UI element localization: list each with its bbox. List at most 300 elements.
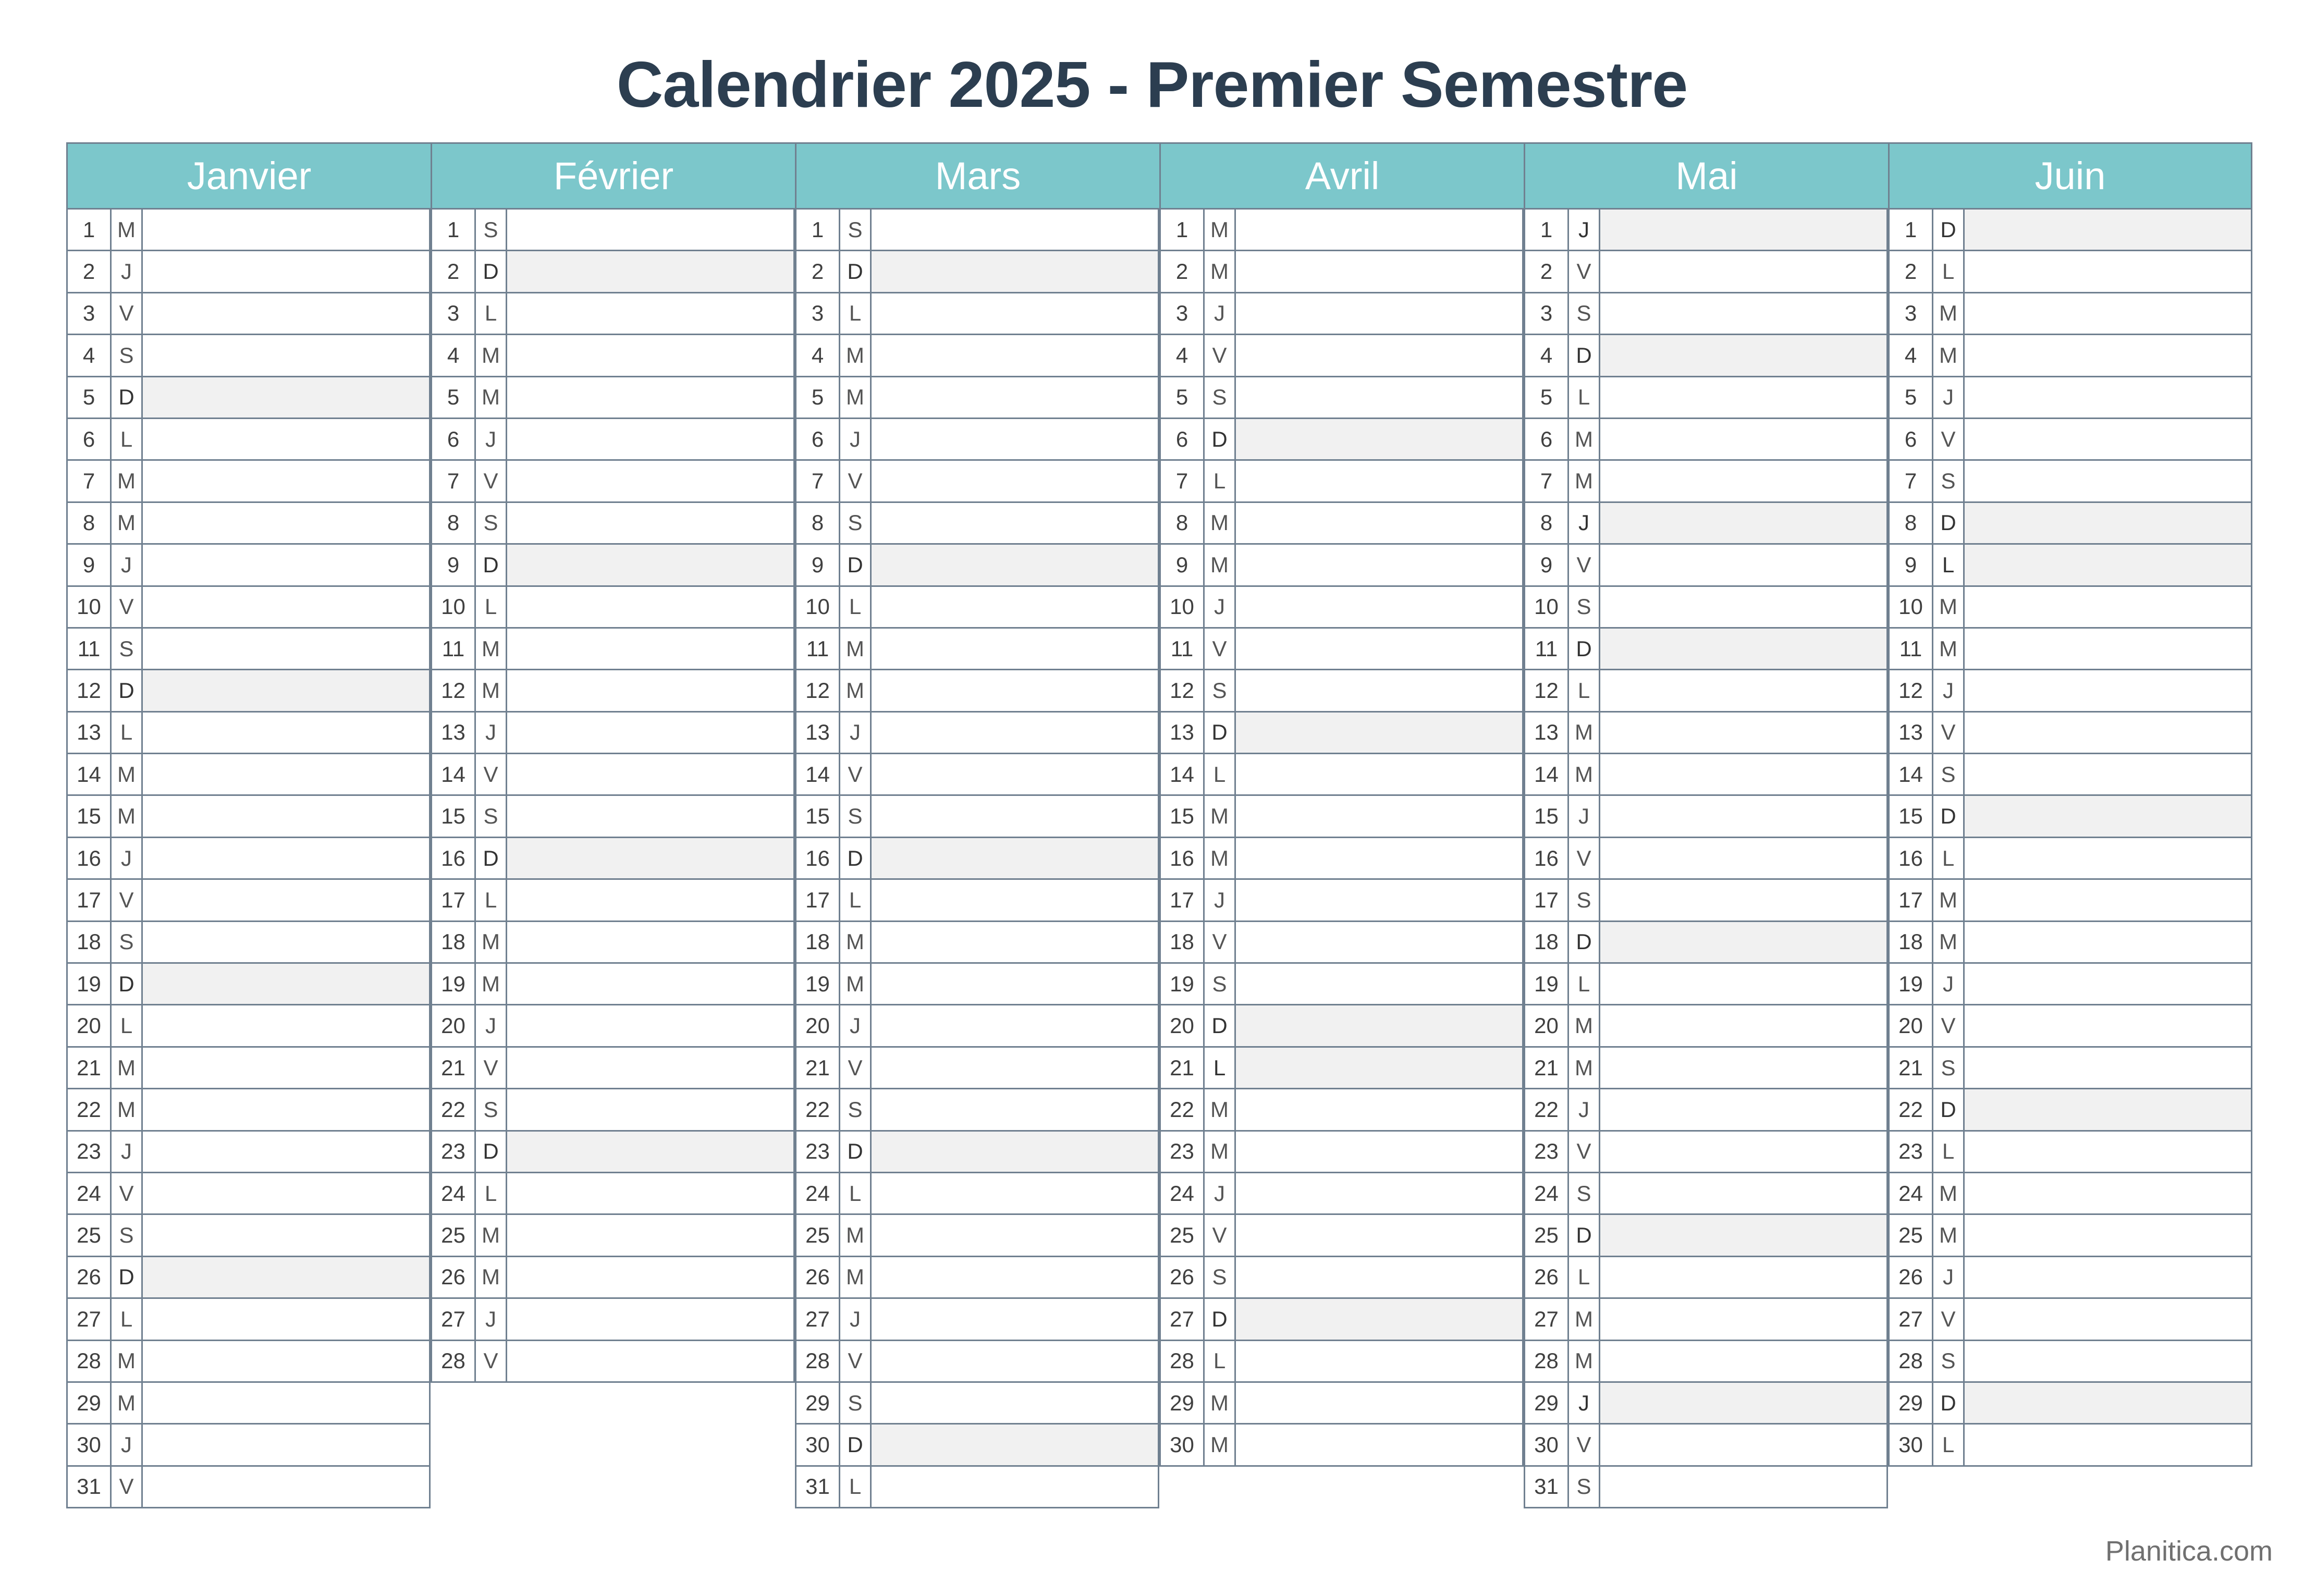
- note-cell[interactable]: [1236, 587, 1522, 627]
- note-cell[interactable]: [1236, 880, 1522, 920]
- day-row: [1161, 1215, 1522, 1257]
- note-cell[interactable]: [507, 1299, 793, 1339]
- day-row: [796, 1425, 1158, 1466]
- day-of-week: D: [840, 545, 872, 585]
- note-cell[interactable]: [1965, 713, 2251, 753]
- day-number: 13: [1890, 713, 1933, 753]
- note-cell[interactable]: [1965, 922, 2251, 962]
- day-row: [1161, 1048, 1522, 1089]
- note-cell[interactable]: [143, 377, 429, 418]
- day-of-week: V: [840, 1341, 872, 1381]
- note-cell[interactable]: [872, 293, 1158, 334]
- note-cell[interactable]: [1600, 545, 1886, 585]
- note-cell[interactable]: [872, 545, 1158, 585]
- note-cell[interactable]: [1236, 838, 1522, 878]
- note-cell[interactable]: [1965, 1383, 2251, 1423]
- note-cell[interactable]: [1236, 1425, 1522, 1465]
- day-of-week: S: [1933, 1048, 1965, 1088]
- day-of-week: L: [476, 293, 507, 334]
- note-cell[interactable]: [1965, 251, 2251, 291]
- note-cell[interactable]: [1236, 503, 1522, 543]
- note-cell[interactable]: [1600, 1215, 1886, 1255]
- day-row: [1525, 964, 1886, 1005]
- note-cell[interactable]: [1600, 293, 1886, 334]
- day-number: 3: [68, 293, 112, 334]
- note-cell[interactable]: [143, 1257, 429, 1297]
- note-cell[interactable]: [143, 1089, 429, 1130]
- note-cell[interactable]: [1236, 922, 1522, 962]
- day-row: [796, 503, 1158, 545]
- note-cell[interactable]: [1236, 629, 1522, 669]
- day-of-week: S: [1205, 1257, 1236, 1297]
- note-cell[interactable]: [1236, 545, 1522, 585]
- note-cell[interactable]: [143, 210, 429, 250]
- day-of-week: V: [840, 461, 872, 501]
- day-of-week: L: [1205, 1048, 1236, 1088]
- note-cell[interactable]: [507, 796, 793, 836]
- note-cell[interactable]: [143, 1425, 429, 1465]
- day-row: [432, 1005, 793, 1047]
- note-cell[interactable]: [507, 922, 793, 962]
- note-cell[interactable]: [143, 629, 429, 669]
- day-of-week: V: [1933, 419, 1965, 459]
- day-of-week: V: [1205, 922, 1236, 962]
- note-cell[interactable]: [872, 754, 1158, 794]
- note-cell[interactable]: [1600, 670, 1886, 710]
- note-cell[interactable]: [1965, 1048, 2251, 1088]
- note-cell[interactable]: [872, 713, 1158, 753]
- day-number: 29: [796, 1383, 840, 1423]
- day-row: [1525, 210, 1886, 251]
- note-cell[interactable]: [143, 419, 429, 459]
- day-of-week: S: [1933, 754, 1965, 794]
- note-cell[interactable]: [143, 293, 429, 334]
- note-cell[interactable]: [872, 1173, 1158, 1213]
- day-row: [796, 1215, 1158, 1257]
- note-cell[interactable]: [872, 419, 1158, 459]
- day-row: [68, 1005, 429, 1047]
- day-row: [1890, 670, 2251, 712]
- note-cell[interactable]: [143, 754, 429, 794]
- note-cell[interactable]: [872, 377, 1158, 418]
- day-number: 29: [1890, 1383, 1933, 1423]
- note-cell[interactable]: [872, 587, 1158, 627]
- note-cell[interactable]: [1965, 670, 2251, 710]
- day-of-week: L: [840, 880, 872, 920]
- month-column: [795, 142, 1159, 1508]
- day-row: [1161, 545, 1522, 586]
- note-cell[interactable]: [1600, 210, 1886, 250]
- month-column: [431, 142, 795, 1383]
- day-number: 25: [68, 1215, 112, 1255]
- calendar-grid: [66, 142, 2252, 1504]
- note-cell[interactable]: [1236, 1215, 1522, 1255]
- note-cell[interactable]: [507, 1341, 793, 1381]
- note-cell[interactable]: [507, 838, 793, 878]
- note-cell[interactable]: [1236, 670, 1522, 710]
- note-cell[interactable]: [1600, 922, 1886, 962]
- day-row: [432, 293, 793, 335]
- day-number: 20: [1890, 1005, 1933, 1046]
- day-of-week: V: [112, 293, 143, 334]
- day-of-week: D: [112, 377, 143, 418]
- day-number: 6: [796, 419, 840, 459]
- note-cell[interactable]: [1600, 1048, 1886, 1088]
- note-cell[interactable]: [1600, 1005, 1886, 1046]
- note-cell[interactable]: [1600, 377, 1886, 418]
- day-row: [796, 1341, 1158, 1383]
- day-number: 7: [68, 461, 112, 501]
- note-cell[interactable]: [1600, 880, 1886, 920]
- note-cell[interactable]: [507, 754, 793, 794]
- note-cell[interactable]: [1236, 377, 1522, 418]
- note-cell[interactable]: [1236, 1048, 1522, 1088]
- note-cell[interactable]: [143, 964, 429, 1004]
- day-of-week: J: [840, 419, 872, 459]
- day-row: [796, 629, 1158, 670]
- day-of-week: D: [840, 1132, 872, 1172]
- note-cell[interactable]: [1965, 1173, 2251, 1213]
- note-cell[interactable]: [143, 1173, 429, 1213]
- day-of-week: J: [1205, 587, 1236, 627]
- note-cell[interactable]: [507, 335, 793, 375]
- note-cell[interactable]: [143, 1005, 429, 1046]
- note-cell[interactable]: [507, 670, 793, 710]
- day-of-week: M: [1933, 922, 1965, 962]
- note-cell[interactable]: [507, 1173, 793, 1213]
- note-cell[interactable]: [143, 1132, 429, 1172]
- note-cell[interactable]: [1236, 1257, 1522, 1297]
- note-cell[interactable]: [1600, 1299, 1886, 1339]
- day-row: [68, 880, 429, 922]
- day-row: [1890, 1173, 2251, 1215]
- note-cell[interactable]: [143, 922, 429, 962]
- day-of-week: J: [840, 713, 872, 753]
- day-of-week: M: [112, 1341, 143, 1381]
- note-cell[interactable]: [143, 1215, 429, 1255]
- day-list: [1888, 210, 2252, 1467]
- note-cell[interactable]: [507, 1089, 793, 1130]
- note-cell[interactable]: [143, 1299, 429, 1339]
- note-cell[interactable]: [1236, 1089, 1522, 1130]
- note-cell[interactable]: [507, 629, 793, 669]
- note-cell[interactable]: [1965, 377, 2251, 418]
- note-cell[interactable]: [507, 210, 793, 250]
- day-row: [68, 587, 429, 629]
- note-cell[interactable]: [1600, 1341, 1886, 1381]
- day-of-week: M: [1569, 1048, 1600, 1088]
- note-cell[interactable]: [1236, 1005, 1522, 1046]
- note-cell[interactable]: [1600, 503, 1886, 543]
- note-cell[interactable]: [1236, 1299, 1522, 1339]
- note-cell[interactable]: [872, 670, 1158, 710]
- note-cell[interactable]: [1600, 251, 1886, 291]
- day-of-week: D: [1933, 1383, 1965, 1423]
- note-cell[interactable]: [507, 713, 793, 753]
- day-number: 14: [68, 754, 112, 794]
- note-cell[interactable]: [507, 1215, 793, 1255]
- note-cell[interactable]: [143, 335, 429, 375]
- note-cell[interactable]: [1600, 796, 1886, 836]
- note-cell[interactable]: [1965, 1215, 2251, 1255]
- note-cell[interactable]: [872, 796, 1158, 836]
- day-of-week: L: [840, 293, 872, 334]
- note-cell[interactable]: [1600, 754, 1886, 794]
- note-cell[interactable]: [1600, 713, 1886, 753]
- note-cell[interactable]: [143, 461, 429, 501]
- day-row: [1890, 419, 2251, 461]
- note-cell[interactable]: [1600, 1257, 1886, 1297]
- day-of-week: D: [840, 838, 872, 878]
- note-cell[interactable]: [143, 251, 429, 291]
- note-cell[interactable]: [1600, 587, 1886, 627]
- day-number: 15: [432, 796, 476, 836]
- note-cell[interactable]: [1236, 1341, 1522, 1381]
- day-number: 16: [68, 838, 112, 878]
- note-cell[interactable]: [872, 1215, 1158, 1255]
- day-row: [68, 1173, 429, 1215]
- note-cell[interactable]: [507, 1132, 793, 1172]
- day-row: [68, 1215, 429, 1257]
- note-cell[interactable]: [1965, 461, 2251, 501]
- day-of-week: J: [1933, 964, 1965, 1004]
- day-number: 4: [432, 335, 476, 375]
- note-cell[interactable]: [1965, 545, 2251, 585]
- note-cell[interactable]: [872, 629, 1158, 669]
- day-number: 10: [1890, 587, 1933, 627]
- note-cell[interactable]: [872, 1299, 1158, 1339]
- note-cell[interactable]: [1965, 210, 2251, 250]
- note-cell[interactable]: [1600, 1425, 1886, 1465]
- day-row: [432, 419, 793, 461]
- month-column: [1888, 142, 2252, 1467]
- note-cell[interactable]: [507, 964, 793, 1004]
- note-cell[interactable]: [507, 419, 793, 459]
- note-cell[interactable]: [143, 587, 429, 627]
- note-cell[interactable]: [872, 1048, 1158, 1088]
- note-cell[interactable]: [1600, 1383, 1886, 1423]
- note-cell[interactable]: [143, 670, 429, 710]
- note-cell[interactable]: [1965, 880, 2251, 920]
- day-number: 9: [68, 545, 112, 585]
- note-cell[interactable]: [1236, 335, 1522, 375]
- day-row: [1890, 1383, 2251, 1425]
- day-of-week: J: [840, 1299, 872, 1339]
- note-cell[interactable]: [143, 545, 429, 585]
- note-cell[interactable]: [1600, 629, 1886, 669]
- note-cell[interactable]: [872, 461, 1158, 501]
- note-cell[interactable]: [1236, 1383, 1522, 1423]
- day-row: [432, 964, 793, 1005]
- note-cell[interactable]: [1600, 1132, 1886, 1172]
- note-cell[interactable]: [1965, 629, 2251, 669]
- day-row: [432, 251, 793, 293]
- day-row: [68, 335, 429, 377]
- day-of-week: S: [112, 335, 143, 375]
- note-cell[interactable]: [507, 880, 793, 920]
- day-row: [68, 1257, 429, 1299]
- note-cell[interactable]: [1965, 293, 2251, 334]
- day-of-week: J: [1933, 670, 1965, 710]
- day-row: [1525, 754, 1886, 796]
- note-cell[interactable]: [872, 335, 1158, 375]
- day-of-week: V: [112, 1467, 143, 1507]
- day-of-week: S: [476, 796, 507, 836]
- note-cell[interactable]: [507, 1048, 793, 1088]
- note-cell[interactable]: [872, 1341, 1158, 1381]
- note-cell[interactable]: [143, 838, 429, 878]
- day-of-week: J: [112, 251, 143, 291]
- day-number: 6: [1890, 419, 1933, 459]
- note-cell[interactable]: [872, 1425, 1158, 1465]
- note-cell[interactable]: [143, 796, 429, 836]
- note-cell[interactable]: [143, 503, 429, 543]
- note-cell[interactable]: [1965, 1089, 2251, 1130]
- note-cell[interactable]: [1236, 1173, 1522, 1213]
- note-cell[interactable]: [1236, 713, 1522, 753]
- day-number: 15: [796, 796, 840, 836]
- day-row: [1161, 1383, 1522, 1425]
- note-cell[interactable]: [1236, 210, 1522, 250]
- day-of-week: M: [1205, 1383, 1236, 1423]
- note-cell[interactable]: [1965, 964, 2251, 1004]
- note-cell[interactable]: [1600, 461, 1886, 501]
- day-row: [1890, 1299, 2251, 1341]
- note-cell[interactable]: [507, 377, 793, 418]
- day-of-week: J: [840, 1005, 872, 1046]
- day-row: [432, 1299, 793, 1341]
- note-cell[interactable]: [1600, 838, 1886, 878]
- day-of-week: S: [840, 1383, 872, 1423]
- note-cell[interactable]: [1236, 419, 1522, 459]
- note-cell[interactable]: [872, 922, 1158, 962]
- note-cell[interactable]: [1236, 293, 1522, 334]
- day-of-week: S: [1569, 293, 1600, 334]
- note-cell[interactable]: [872, 1467, 1158, 1507]
- note-cell[interactable]: [1965, 796, 2251, 836]
- note-cell[interactable]: [507, 587, 793, 627]
- note-cell[interactable]: [1965, 587, 2251, 627]
- day-of-week: V: [1569, 251, 1600, 291]
- note-cell[interactable]: [507, 545, 793, 585]
- note-cell[interactable]: [872, 1005, 1158, 1046]
- day-of-week: V: [1933, 1005, 1965, 1046]
- note-cell[interactable]: [507, 1005, 793, 1046]
- note-cell[interactable]: [143, 1467, 429, 1507]
- day-row: [68, 1089, 429, 1131]
- note-cell[interactable]: [1965, 1257, 2251, 1297]
- note-cell[interactable]: [1965, 419, 2251, 459]
- note-cell[interactable]: [1965, 1425, 2251, 1465]
- day-row: [1525, 251, 1886, 293]
- note-cell[interactable]: [872, 1132, 1158, 1172]
- day-row: [1161, 251, 1522, 293]
- note-cell[interactable]: [1600, 419, 1886, 459]
- day-number: 3: [796, 293, 840, 334]
- day-row: [1890, 1341, 2251, 1383]
- day-row: [796, 1089, 1158, 1131]
- note-cell[interactable]: [872, 251, 1158, 291]
- note-cell[interactable]: [1236, 754, 1522, 794]
- day-number: 9: [1525, 545, 1569, 585]
- day-of-week: M: [476, 629, 507, 669]
- note-cell[interactable]: [1965, 1132, 2251, 1172]
- note-cell[interactable]: [1965, 503, 2251, 543]
- day-row: [796, 1005, 1158, 1047]
- note-cell[interactable]: [1965, 1341, 2251, 1381]
- day-row: [796, 838, 1158, 880]
- day-of-week: L: [840, 587, 872, 627]
- note-cell[interactable]: [1236, 964, 1522, 1004]
- note-cell[interactable]: [1965, 335, 2251, 375]
- note-cell[interactable]: [1600, 335, 1886, 375]
- note-cell[interactable]: [507, 1257, 793, 1297]
- day-number: 29: [68, 1383, 112, 1423]
- day-row: [1890, 964, 2251, 1005]
- note-cell[interactable]: [872, 1383, 1158, 1423]
- day-number: 29: [1161, 1383, 1205, 1423]
- note-cell[interactable]: [507, 461, 793, 501]
- note-cell[interactable]: [143, 1341, 429, 1381]
- note-cell[interactable]: [1236, 251, 1522, 291]
- note-cell[interactable]: [1600, 964, 1886, 1004]
- note-cell[interactable]: [872, 1089, 1158, 1130]
- day-number: 8: [432, 503, 476, 543]
- day-number: 8: [68, 503, 112, 543]
- note-cell[interactable]: [1600, 1173, 1886, 1213]
- day-of-week: M: [1205, 545, 1236, 585]
- day-of-week: M: [840, 670, 872, 710]
- note-cell[interactable]: [872, 210, 1158, 250]
- note-cell[interactable]: [143, 1048, 429, 1088]
- note-cell[interactable]: [507, 251, 793, 291]
- note-cell[interactable]: [1600, 1467, 1886, 1507]
- day-number: 17: [1525, 880, 1569, 920]
- note-cell[interactable]: [872, 1257, 1158, 1297]
- note-cell[interactable]: [143, 880, 429, 920]
- day-row: [68, 670, 429, 712]
- note-cell[interactable]: [872, 964, 1158, 1004]
- note-cell[interactable]: [1236, 796, 1522, 836]
- note-cell[interactable]: [872, 880, 1158, 920]
- note-cell[interactable]: [1965, 838, 2251, 878]
- day-row: [1525, 880, 1886, 922]
- day-row: [1525, 838, 1886, 880]
- note-cell[interactable]: [143, 1383, 429, 1423]
- day-row: [432, 796, 793, 838]
- note-cell[interactable]: [872, 503, 1158, 543]
- note-cell[interactable]: [1965, 1299, 2251, 1339]
- note-cell[interactable]: [1965, 754, 2251, 794]
- note-cell[interactable]: [1600, 1089, 1886, 1130]
- note-cell[interactable]: [1236, 1132, 1522, 1172]
- day-of-week: S: [840, 796, 872, 836]
- day-of-week: M: [1569, 1299, 1600, 1339]
- day-of-week: V: [112, 587, 143, 627]
- day-row: [1525, 1341, 1886, 1383]
- note-cell[interactable]: [1236, 461, 1522, 501]
- note-cell[interactable]: [872, 838, 1158, 878]
- note-cell[interactable]: [1965, 1005, 2251, 1046]
- note-cell[interactable]: [143, 713, 429, 753]
- day-number: 6: [68, 419, 112, 459]
- note-cell[interactable]: [507, 503, 793, 543]
- day-number: 22: [1161, 1089, 1205, 1130]
- day-row: [1161, 461, 1522, 502]
- day-of-week: M: [840, 335, 872, 375]
- note-cell[interactable]: [507, 293, 793, 334]
- day-of-week: M: [1205, 210, 1236, 250]
